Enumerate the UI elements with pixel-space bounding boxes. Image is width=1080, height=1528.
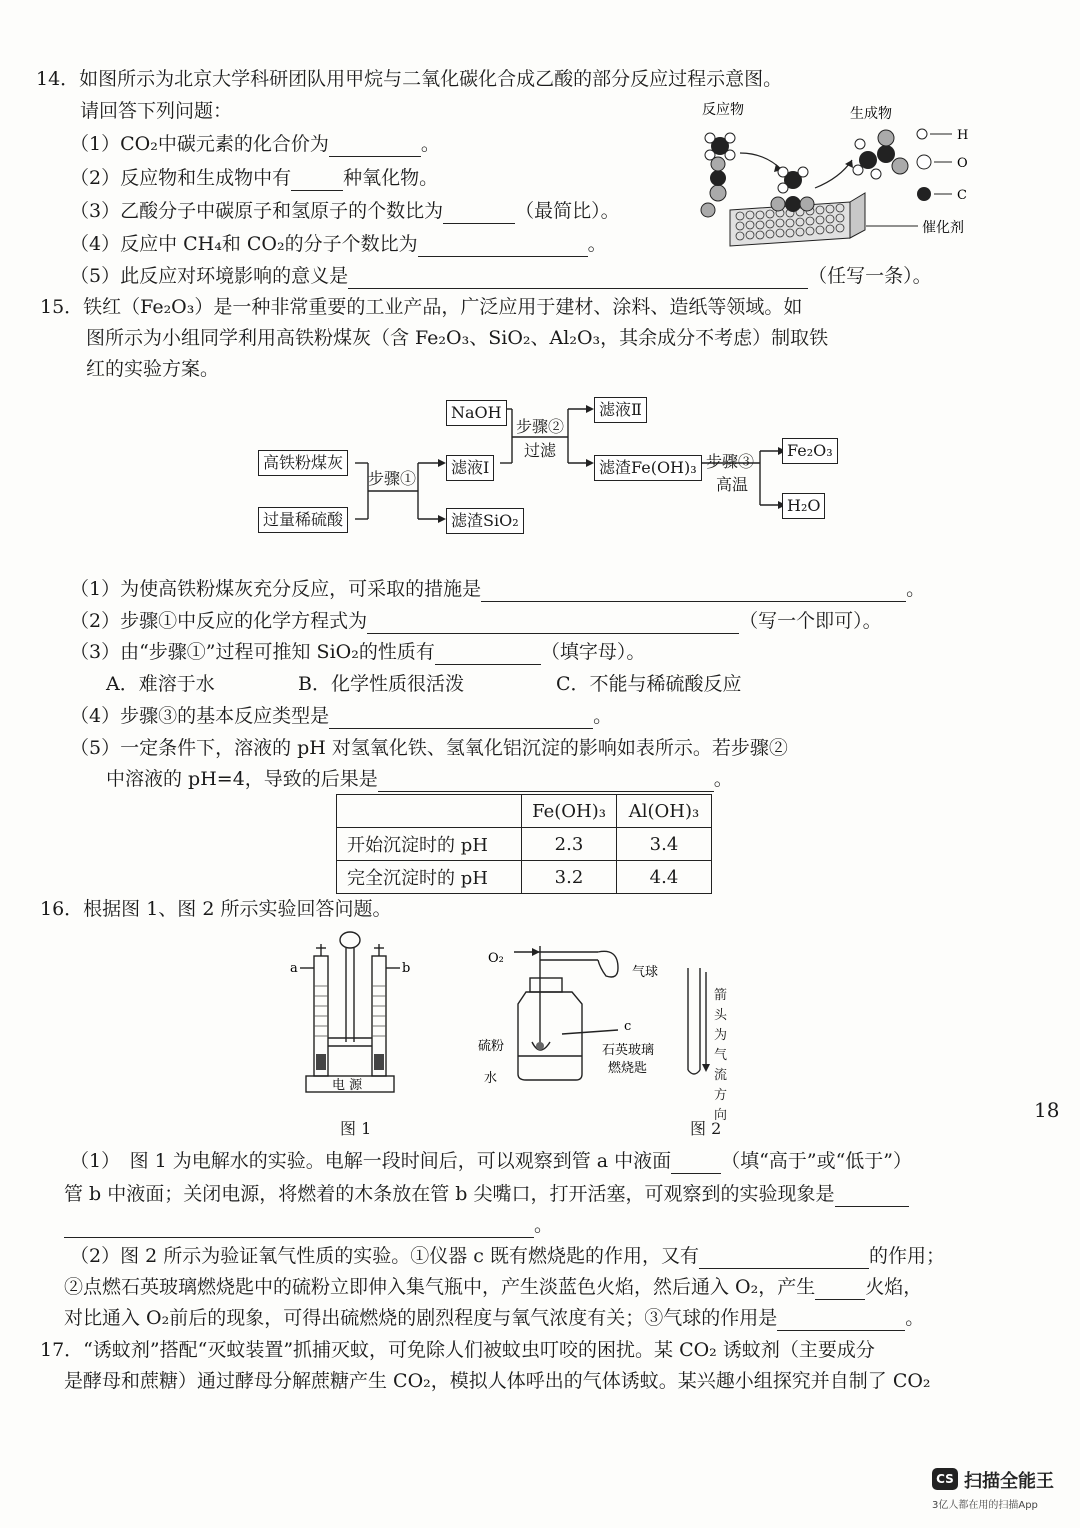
answer-blank[interactable] <box>699 1248 869 1269</box>
answer-blank[interactable] <box>815 1279 865 1300</box>
q14-stem: 14．如图所示为北京大学科研团队用甲烷与二氧化碳化合成乙酸的部分反应过程示意图。 <box>36 68 783 90</box>
box-naoh: NaOH <box>446 400 507 426</box>
reaction-diagram <box>690 98 980 258</box>
svg-text:H: H <box>957 128 969 143</box>
answer-blank[interactable] <box>671 1153 721 1174</box>
answer-blank[interactable] <box>835 1186 909 1207</box>
q15-part5-cont: 中溶液的 pH=4，导致的后果是 。 <box>106 768 733 790</box>
acetic-acid-molecule <box>853 130 908 179</box>
answer-blank[interactable] <box>329 708 593 729</box>
q14-part1: （1）CO₂中碳元素的化合价为 。 <box>70 133 440 155</box>
q16-part1-cont: 管 b 中液面；关闭电源，将燃着的木条放在管 b 尖嘴口，打开活塞，可观察到的实验现象是 <box>64 1181 909 1207</box>
ch4-molecule <box>705 133 735 160</box>
answer-blank[interactable] <box>481 581 906 602</box>
box-residue-sio2: 滤渣SiO₂ <box>446 508 524 534</box>
label-step1: 步骤① <box>368 469 417 488</box>
answer-blank[interactable] <box>348 268 808 289</box>
answer-blank[interactable] <box>378 771 714 792</box>
legend-c <box>917 187 967 203</box>
label-hightemp: 高温 <box>716 475 749 494</box>
page-number: 18 <box>1034 1098 1060 1122</box>
box-acid: 过量稀硫酸 <box>258 507 348 533</box>
q14-part2: （2）反应物和生成物中有 种氧化物。 <box>70 167 439 189</box>
q15-part5: （5）一定条件下，溶液的 pH 对氢氧化铁、氢氧化铝沉淀的影响如表所示。若步骤② <box>70 737 788 759</box>
spoon-label-1: 石英玻璃 <box>602 1043 655 1058</box>
q16-part2-cont: ②点燃石英玻璃燃烧匙中的硫粉立即伸入集气瓶中，产生淡蓝色火焰，然后通入 O₂，产生 火焰， <box>64 1276 923 1298</box>
q15-option-c: C．不能与稀硫酸反应 <box>556 673 742 695</box>
catalyst-label: 催化剂 <box>922 220 964 236</box>
answer-blank[interactable] <box>329 136 421 157</box>
q16-part2-end: 对比通入 O₂前后的现象，可得出硫燃烧的剧烈程度与氧气浓度有关；③气球的作用是 。 <box>64 1307 925 1329</box>
label-step3: 步骤③ <box>706 452 755 471</box>
box-filtrate2: 滤液Ⅱ <box>594 397 647 423</box>
figure1-caption: 图 1 <box>340 1119 372 1138</box>
q15-stem-3: 红的实验方案。 <box>86 358 220 380</box>
q15-stem-1: 15．铁红（Fe₂O₃）是一种非常重要的工业产品，广泛应用于建材、涂料、造纸等领域。如 <box>40 296 803 318</box>
q15-option-a: A．难溶于水 <box>106 673 215 695</box>
o2-label: O₂ <box>488 951 504 966</box>
q17-line-2: 是酵母和蔗糖）通过酵母分解蔗糖产生 CO₂，模拟人体呼出的气体诱蚊。某兴趣小组探究并自制了 CO₂ <box>64 1370 931 1392</box>
q14-part4: （4）反应中 CH₄和 CO₂的分子个数比为 。 <box>70 233 607 255</box>
svg-text:O: O <box>957 156 968 171</box>
label-filter: 过滤 <box>524 441 557 460</box>
q15-part2: （2）步骤①中反应的化学方程式为 （写一个即可）。 <box>70 610 882 632</box>
q15-option-b: B．化学性质很活泼 <box>298 673 464 695</box>
sulfur-label: 硫粉 <box>478 1039 505 1054</box>
q17-line-1: 17．“诱蚊剂”搭配“灭蚊装置”抓捕灭蚊，可免除人们被蚊虫叮咬的困扰。某 CO₂ 诱蚊剂（主要成分 <box>40 1339 875 1361</box>
answer-blank[interactable] <box>64 1217 534 1238</box>
water-label: 水 <box>484 1071 498 1086</box>
table-row: 完全沉淀时的 pH 3.2 4.4 <box>337 861 712 894</box>
label-step2: 步骤② <box>516 417 565 436</box>
q14-intro: 请回答下列问题： <box>80 100 233 122</box>
co2-molecule <box>701 157 726 217</box>
answer-blank[interactable] <box>418 236 588 257</box>
tube-b-label: b <box>402 961 411 976</box>
ph-table: Fe(OH)₃ Al(OH)₃ 开始沉淀时的 pH 2.3 3.4 完全沉淀时的 pH 3.2 4.4 <box>336 794 712 894</box>
answer-blank[interactable] <box>435 644 541 665</box>
product-label: 生成物 <box>850 106 892 122</box>
q15-stem-2: 图所示为小组同学利用高铁粉煤灰（含 Fe₂O₃、SiO₂、Al₂O₃，其余成分不考虑）制取铁 <box>86 327 829 349</box>
electrolysis-apparatus <box>288 926 418 1101</box>
q15-part1: （1）为使高铁粉煤灰充分反应，可采取的措施是 。 <box>70 578 926 600</box>
legend-o <box>917 155 968 171</box>
reactant-label: 反应物 <box>702 102 744 118</box>
box-fe2o3: Fe₂O₃ <box>782 438 838 464</box>
svg-text:C: C <box>957 188 967 203</box>
q16-stem: 16．根据图 1、图 2 所示实验回答问题。 <box>40 898 392 920</box>
q16-part1: （1） 图 1 为电解水的实验。电解一段时间后，可以观察到管 a 中液面 （填“高于”或“低于”） <box>70 1150 913 1172</box>
spoon-label-2: 燃烧匙 <box>608 1061 648 1076</box>
q15-part3: （3）由“步骤①”过程可推知 SiO₂的性质有 （填字母）。 <box>70 641 646 663</box>
table-row: 开始沉淀时的 pH 2.3 3.4 <box>337 828 712 861</box>
c-label: c <box>624 1019 632 1034</box>
scanner-app-name: 扫描全能王 <box>964 1471 1054 1492</box>
balloon-label: 气球 <box>632 965 659 980</box>
q14-part5: （5）此反应对环境影响的意义是 （任写一条）。 <box>70 265 932 287</box>
power-label: 电 源 <box>332 1078 363 1093</box>
scanner-logo-icon: CS <box>932 1468 958 1490</box>
answer-blank[interactable] <box>367 613 739 634</box>
arrow-note: 箭头为气流方向 <box>714 988 728 1123</box>
answer-blank[interactable] <box>291 170 343 191</box>
answer-blank[interactable] <box>443 203 515 224</box>
q16-part1-end: 。 <box>64 1212 553 1238</box>
box-filtrate1: 滤液Ⅰ <box>446 455 494 481</box>
q14-part3: （3）乙酸分子中碳原子和氢原子的个数比为 （最简比）。 <box>70 200 620 222</box>
legend-h <box>917 128 968 143</box>
box-ash: 高铁粉煤灰 <box>258 450 348 476</box>
answer-blank[interactable] <box>777 1310 905 1331</box>
box-residue-feoh3: 滤渣Fe(OH)₃ <box>594 455 702 481</box>
tube-a-label: a <box>290 961 298 976</box>
intermediate-molecule <box>771 167 814 212</box>
figure2-caption: 图 2 <box>690 1119 722 1138</box>
q15-part4: （4）步骤③的基本反应类型是 。 <box>70 705 613 727</box>
scanner-tagline: 3亿人都在用的扫描App <box>932 1500 1038 1511</box>
q16-part2: （2）图 2 所示为验证氧气性质的实验。①仪器 c 既有燃烧匙的作用，又有 的作用； <box>70 1245 945 1267</box>
box-h2o: H₂O <box>782 493 825 519</box>
